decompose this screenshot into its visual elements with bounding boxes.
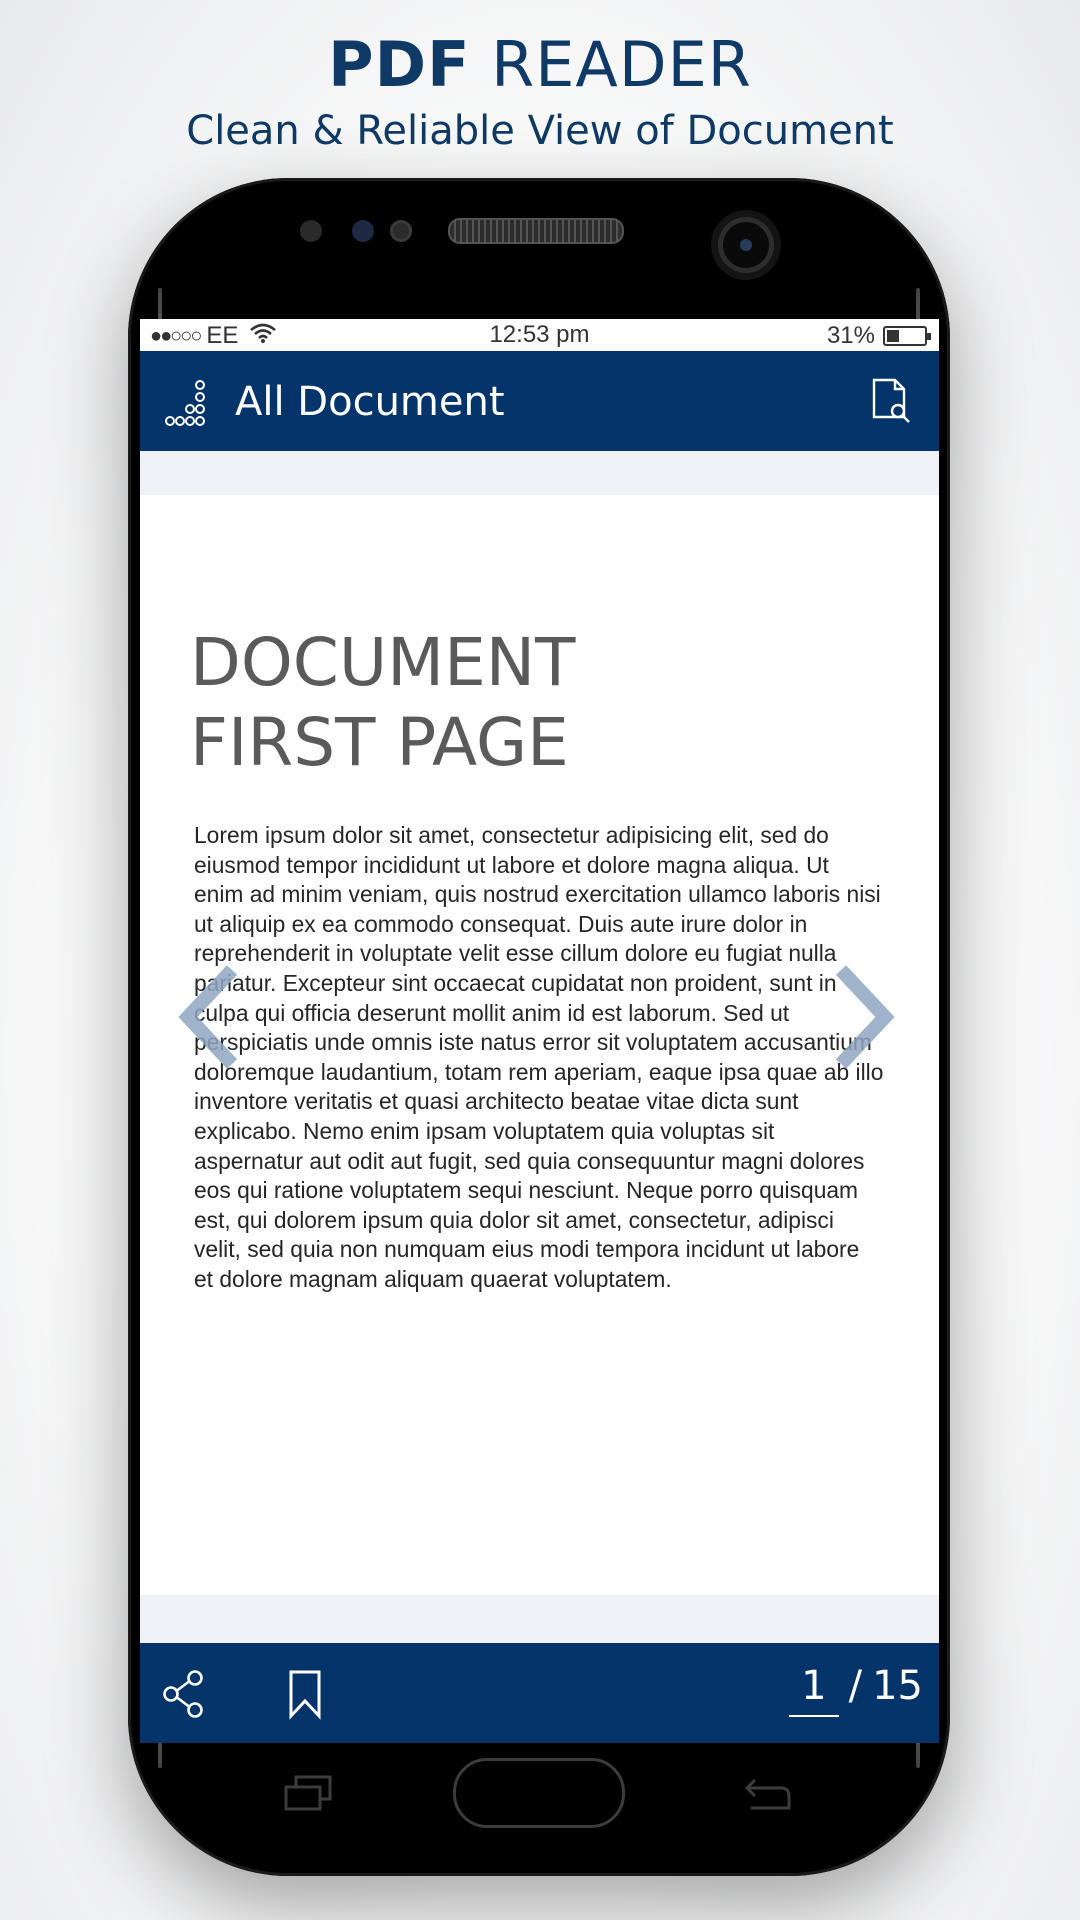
chevron-left-icon[interactable] (178, 962, 242, 1072)
total-pages: 15 (872, 1663, 923, 1709)
page-indicator (789, 1663, 923, 1717)
sensor-dot (352, 220, 374, 242)
front-camera (723, 222, 769, 268)
promo-title (0, 28, 1080, 101)
signal-icon: ●●○○○ (150, 324, 201, 347)
app-bar (140, 351, 939, 451)
page-gap-bottom (140, 1595, 939, 1643)
bottom-bar (140, 1643, 939, 1743)
document-title (190, 623, 576, 783)
document-search-icon[interactable] (871, 377, 911, 425)
current-page[interactable]: 1 (789, 1663, 838, 1717)
back-icon[interactable] (743, 1776, 793, 1812)
status-bar (140, 319, 939, 351)
promo-title-bold: PDF (328, 28, 471, 101)
phone-screen (140, 319, 939, 1709)
document-title-line: FIRST PAGE (190, 704, 569, 781)
recent-apps-icon[interactable] (283, 1773, 333, 1813)
carrier-label: EE (206, 322, 239, 349)
sensor-dot (300, 220, 322, 242)
battery-icon (883, 326, 927, 346)
dots-menu-icon[interactable] (162, 379, 208, 427)
sensor-dot (390, 220, 412, 242)
page-gap-top (140, 451, 939, 495)
status-time: 12:53 pm (489, 321, 590, 348)
phone-frame (128, 178, 950, 1876)
document-body: Lorem ipsum dolor sit amet, consectetur adipisicing elit, sed do eiusmod tempor incididunt ut labore et dolore magna aliqua. Ut enim ad minim veniam, quis nostrud exercitation ullamco laboris nisi ut aliquip ex ea commodo consequat. Duis aute irure dolor in reprehenderit in voluptate velit esse cillum dolore eu fugiat nulla pariatur. Excepteur sint occaecat cupidatat non proident, sunt in culpa qui officia deserunt mollit anim id est laborum. Sed ut perspiciatis unde omnis iste natus error sit voluptatem accusantium doloremque laudantium, totam rem aperiam, eaque ipsa quae ab illo inventore veritatis et quasi architecto beatae vitae dicta sunt explicabo. Nemo enim ipsam voluptatem quia voluptas sit aspernatur aut odit aut fugit, sed quia consequuntur magni dolores eos qui ratione voluptatem sequi nesciunt. Neque porro quisquam est, qui dolorem ipsum quia dolor sit amet, consectetur, adipisci velit, sed quia non numquam eius modi tempora incidunt ut labore et dolore magnam aliquam quaerat voluptatem. (194, 822, 884, 1292)
home-button[interactable] (453, 1758, 625, 1828)
app-title: All Document (235, 379, 505, 425)
earpiece-speaker (448, 218, 624, 244)
battery-percent: 31% (826, 322, 875, 349)
promo-subtitle: Clean & Reliable View of Document (186, 108, 894, 154)
document-title-line: DOCUMENT (190, 624, 576, 701)
share-icon[interactable] (162, 1669, 206, 1719)
page-separator: / (848, 1663, 863, 1709)
chevron-right-icon[interactable] (831, 962, 895, 1072)
bookmark-icon[interactable] (288, 1669, 322, 1719)
promo-title-light: READER (491, 28, 752, 101)
document-page[interactable] (140, 495, 939, 1595)
